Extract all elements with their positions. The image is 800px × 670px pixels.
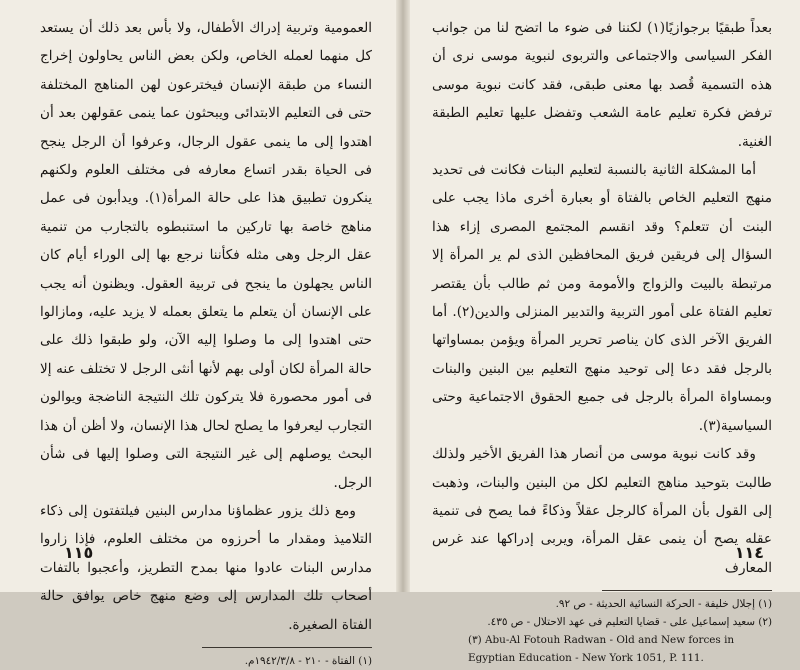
paragraph: وقد كانت نبوية موسى من أنصار هذا الفريق الأخير ولذلك طالبت بتوحيد مناهج التعليم لكل من البنين والبنات، وذهبت إلى القول بأن المرأة كالرجل عقلاً وذكاءً فما يصح فى تنمية عقله يصح أن ينمى عقل المرأة، ويربى إدراكها عند غرس المعارف: [432, 446, 772, 576]
paragraph: العمومية وتربية إدراك الأطفال، ولا بأس بعد ذلك أن يستعد كل منهما لعمله الخاص، ولكن بعض الناس يحاولون إخراج النساء من طبقة الإنسان فيخترعون لهن المناهج المختلفة حتى فى التعليم الابتدائى ويبحثون عما ينمى عقولهن بعد أن اهتدوا إلى ما ينمى عقول الرجال، وعرفوا أن الرجل ينجح فى الحياة بقدر اتساع معارفه فى مختلف العلوم ولكنهم ينكرون تطبيق هذا على حالة المرأة(١). ويدأبون فى عمل مناهج خاصة بها تاركين ما استنبطوه بالتجارب من تنمية عقل الرجل وهى مثله فكأننا نرجع بها إلى الوراء أيام كان الناس يجهلون ما ينجح فى تربية العقول. ويظنون أنه يجب على الإنسان أن يتعلم ما يتعلق بعمله لا يزيد عليه، ومازالوا حتى اهتدوا إلى ما وصلوا إليه الآن، ولو طبقوا ذلك على حالة المرأة لكان أولى بهم لأنها أنثى الرجل لا تختلف عنه إلا فى أمور محصورة فلا يتركون تلك النتيجة الناضجة ويوالون التجارب ليعرفوا ما يصلح لحال هذا الإنسان، ولا أظن أن هذا البحث يوصلهم إلى غير النتيجة التى وصلوا إليها فى شأن الرجل.: [40, 20, 373, 491]
footnote-divider: [602, 590, 772, 591]
footnote: (١) إجلال خليفة - الحركة النسائية الحديثة - ص ٩٢.: [555, 598, 772, 611]
paragraph: أما المشكلة الثانية بالنسبة لتعليم البنات فكانت فى تحديد منهج التعليم الخاص بالفتاة أو بعبارة أخرى ماذا يجب على البنت أن تتعلم؟ وقد انقسم المجتمع المصرى إزاء هذا السؤال إلى فريقين فريق المحافظين الذى لم ير المرأة إلا مرتبطة بالبيت والزواج والأمومة ومن ثم طالب بأن يقتصر تعليم الفتاة على أمور التربية والتدبير المنزلى والدين(٢). أما الفريق الآخر الذى كان يناصر تحرير المرأة ويؤمن بمساواتها بالرجل فقد دعا إلى توحيد منهج التعليم بين البنين والبنات وبمساواة المرأة بالرجل فى جميع الحقوق الاجتماعية وحتى السياسية(٣).: [432, 162, 772, 434]
footnote: (١) الفتاة - ٢١٠ - ١٩٤٢/٣/٨م.: [244, 654, 372, 667]
paragraph: ومع ذلك يزور عظماؤنا مدارس البنين فيلتفتون إلى ذكاء التلاميذ ومقدار ما أحرزوه من مختلف العلوم، فإذا زاروا مدارس البنات عادوا منها بمدح التطريز، وأعجبوا بالتفات أصحاب تلك المدارس إلى وضع منهج خاص يوافق حالة الفتاة الصغيرة.: [40, 502, 372, 633]
footnote-latin: (٣) Abu-Al Fotouh Radwan - Old and New forces in Egyptian Education - New York 1051, P. 111.: [468, 634, 735, 665]
footnote-divider: [202, 647, 372, 648]
paragraph: بعداً طبقيًا برجوازيًا(١) لكننا فى ضوء ما اتضح لنا من جوانب الفكر السياسى والاجتماعى والتربوى لنبوية موسى نرى أن هذه التسمية قُصد بها معنى طبقى، فقد كانت نبوية موسى ترفض فكرة تعليم عامة الشعب وتفضل عليها تعليم الطبقة الغنية.: [432, 20, 772, 150]
page-number: ١١٤: [734, 543, 764, 562]
right-page-body: [432, 14, 772, 582]
book-gutter: [396, 0, 410, 592]
page-number: ١١٥: [64, 543, 94, 562]
footnote: (٢) سعيد إسماعيل على - قضايا التعليم فى عهد الاحتلال - ص ٤٣٥.: [487, 616, 772, 629]
right-page: [402, 0, 800, 665]
